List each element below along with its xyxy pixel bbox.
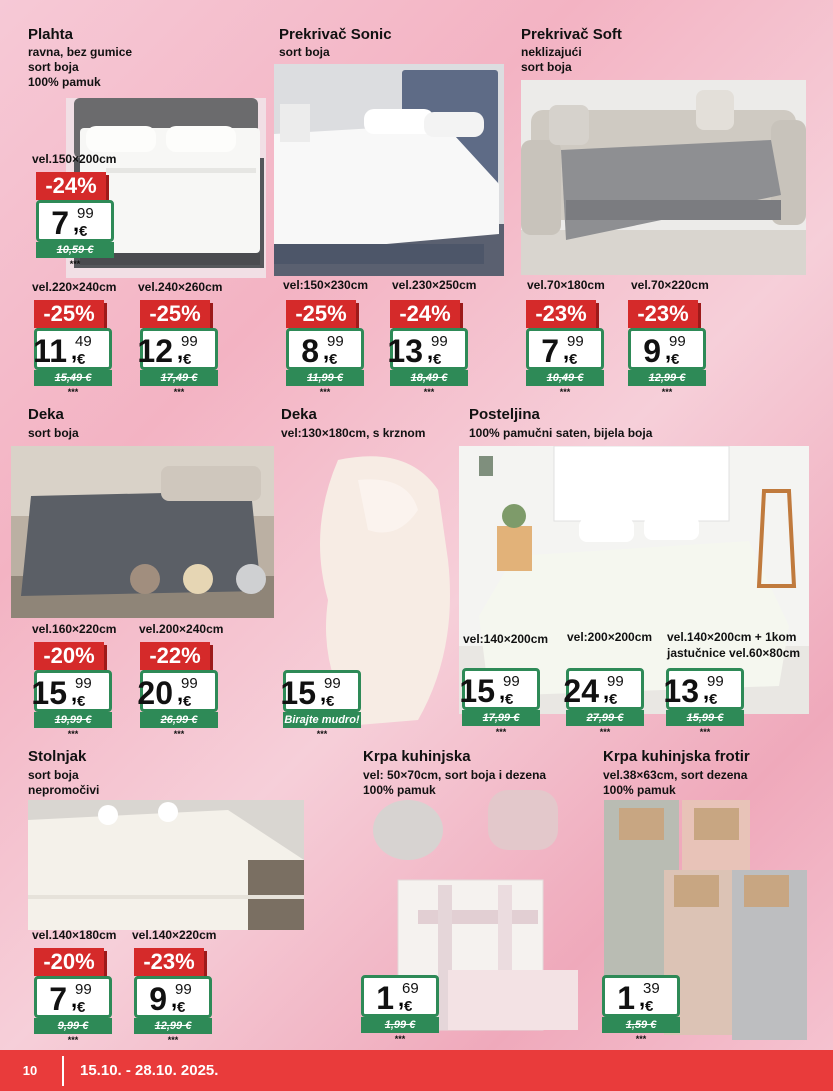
product-title-krpa: Krpa kuhinjska: [363, 748, 471, 765]
size-label: vel.160×220cm: [32, 622, 117, 636]
currency-symbol: €: [609, 691, 618, 708]
stars: ***: [635, 1034, 647, 1044]
stars: ***: [661, 387, 673, 397]
price-box: 11 49 € ,: [34, 328, 112, 370]
size-label: vel.220×240cm: [32, 280, 117, 294]
price-integer: 15: [280, 675, 316, 711]
size-label: vel:140×200cm: [463, 632, 549, 646]
size-label: jastučnice vel.60×80cm: [667, 646, 801, 660]
size-label: vel.150×200cm: [32, 152, 117, 166]
discount-badge: -23%: [526, 300, 596, 328]
price-cents: 39: [643, 980, 660, 997]
size-label: vel.200×240cm: [139, 622, 224, 636]
price-cents: 99: [324, 675, 341, 692]
price-integer: 20: [137, 675, 173, 711]
stars: ***: [599, 727, 611, 737]
price-cents: 99: [707, 673, 724, 690]
discount-badge: -23%: [628, 300, 698, 328]
product-desc-deka-krzno: vel:130×180cm, s krznom: [281, 426, 426, 440]
stars: ***: [319, 387, 331, 397]
price-cents: 99: [181, 333, 198, 350]
currency-symbol: €: [183, 351, 192, 368]
stars: ***: [699, 727, 711, 737]
price-integer: 7: [541, 333, 559, 369]
price-box: 1 39 € ,: [602, 975, 680, 1017]
price-integer: 13: [387, 333, 423, 369]
product-title-stolnjak: Stolnjak: [28, 748, 87, 765]
price-integer: 7: [51, 205, 69, 241]
price-cents: 99: [175, 981, 192, 998]
product-title-frotir: Krpa kuhinjska frotir: [603, 748, 750, 765]
product-title-plahta: Plahta: [28, 26, 74, 43]
product-title-deka: Deka: [28, 406, 64, 423]
price-box: 9 99 € ,: [628, 328, 706, 370]
product-desc-deka: sort boja: [28, 426, 79, 440]
old-price: 9,99 €: [34, 1018, 112, 1034]
old-price: 1,59 €: [602, 1017, 680, 1033]
price-cents: 99: [75, 675, 92, 692]
stars: ***: [173, 729, 185, 739]
product-title-posteljina: Posteljina: [469, 406, 540, 423]
price-cents: 99: [567, 333, 584, 350]
price-integer: 1: [376, 980, 394, 1016]
stars: ***: [173, 387, 185, 397]
stars: ***: [167, 1035, 179, 1045]
discount-badge: -20%: [34, 642, 104, 670]
old-price: 1,99 €: [361, 1017, 439, 1033]
price-box: 24 99 € ,: [566, 668, 644, 710]
price-box: 7 99 € ,: [34, 976, 112, 1018]
price-integer: 8: [301, 333, 319, 369]
slogan: Birajte mudro!: [284, 714, 360, 726]
currency-symbol: €: [709, 691, 718, 708]
price-integer: 13: [663, 673, 699, 709]
old-price: 19,99 €: [34, 712, 112, 728]
currency-symbol: €: [79, 223, 88, 240]
currency-symbol: €: [77, 693, 86, 710]
product-title-deka-krzno: Deka: [281, 406, 317, 423]
price-cents: 99: [77, 205, 94, 222]
currency-symbol: €: [177, 999, 186, 1016]
old-price: 10,59 €: [36, 242, 114, 258]
old-price: 17,99 €: [462, 710, 540, 726]
currency-symbol: €: [645, 998, 654, 1015]
product-title-sonic: Prekrivač Sonic: [279, 26, 392, 43]
stars: ***: [423, 387, 435, 397]
price-integer: 1: [617, 980, 635, 1016]
price-integer: 12: [137, 333, 173, 369]
product-desc-posteljina: 100% pamučni saten, bijela boja: [469, 426, 653, 440]
old-price: 12,99 €: [628, 370, 706, 386]
price-box: 7 99 € ,: [36, 200, 114, 242]
page-number: 10: [22, 1063, 38, 1078]
discount-badge: -24%: [36, 172, 106, 200]
discount-badge: -23%: [134, 948, 204, 976]
old-price: 15,99 €: [666, 710, 744, 726]
price-cents: 99: [669, 333, 686, 350]
price-cents: 99: [181, 675, 198, 692]
currency-symbol: €: [404, 998, 413, 1015]
price-box: 8 99 € ,: [286, 328, 364, 370]
old-price: 17,49 €: [140, 370, 218, 386]
currency-symbol: €: [329, 351, 338, 368]
stolnjak-photo: [28, 800, 304, 930]
discount-badge: -25%: [286, 300, 356, 328]
product-desc-sonic: sort boja: [279, 45, 330, 59]
old-price: 26,99 €: [140, 712, 218, 728]
size-label: vel.140×180cm: [32, 928, 117, 942]
price-integer: 7: [49, 981, 67, 1017]
product-desc-plahta: ravna, bez gumice sort boja 100% pamuk: [28, 45, 133, 89]
currency-symbol: €: [77, 351, 86, 368]
old-price: 10,49 €: [526, 370, 604, 386]
old-price: 27,99 €: [566, 710, 644, 726]
price-integer: 24: [563, 673, 599, 709]
price-cents: 99: [503, 673, 520, 690]
price-box: 12 99 € ,: [140, 328, 218, 370]
price-box: 13 99 € ,: [666, 668, 744, 710]
price-box: 13 99 € ,: [390, 328, 468, 370]
size-label: vel:150×230cm: [283, 278, 369, 292]
stars: ***: [67, 387, 79, 397]
footer-divider: [62, 1056, 64, 1086]
discount-badge: -24%: [390, 300, 460, 328]
old-price: 15,49 €: [34, 370, 112, 386]
currency-symbol: €: [671, 351, 680, 368]
stars: ***: [316, 729, 328, 739]
product-desc-stolnjak: sort boja nepromočivi: [28, 768, 100, 797]
currency-symbol: €: [183, 693, 192, 710]
stars: ***: [495, 727, 507, 737]
price-integer: 15: [459, 673, 495, 709]
price-cents: 99: [75, 981, 92, 998]
stars: ***: [67, 1035, 79, 1045]
old-price: 18,49 €: [390, 370, 468, 386]
price-integer: 11: [33, 333, 67, 369]
product-desc-soft: neklizajući sort boja: [521, 45, 582, 74]
product-desc-krpa: vel: 50×70cm, sort boja i dezena 100% pamuk: [363, 768, 547, 797]
deka-photo: [11, 446, 274, 618]
price-box: 1 69 € ,: [361, 975, 439, 1017]
stars: ***: [559, 387, 571, 397]
price-integer: 9: [149, 981, 167, 1017]
price-cents: 99: [431, 333, 448, 350]
price-cents: 69: [402, 980, 419, 997]
size-label: vel.230×250cm: [392, 278, 477, 292]
product-desc-frotir: vel.38×63cm, sort dezena 100% pamuk: [603, 768, 748, 797]
currency-symbol: €: [433, 351, 442, 368]
currency-symbol: €: [326, 693, 335, 710]
old-price: 12,99 €: [134, 1018, 212, 1034]
price-box: 20 99 € ,: [140, 670, 218, 712]
soft-photo: [521, 80, 806, 275]
stars: ***: [67, 729, 79, 739]
price-cents: 99: [607, 673, 624, 690]
price-box: 15 99 € ,: [34, 670, 112, 712]
size-label: vel.240×260cm: [138, 280, 223, 294]
size-label: vel.140×200cm + 1kom: [667, 630, 797, 644]
size-label: vel:200×200cm: [567, 630, 653, 644]
price-box: 7 99 € ,: [526, 328, 604, 370]
sonic-photo: [274, 64, 504, 276]
stars: ***: [69, 259, 81, 269]
discount-badge: -20%: [34, 948, 104, 976]
discount-badge: -25%: [34, 300, 104, 328]
price-cents: 99: [327, 333, 344, 350]
currency-symbol: €: [77, 999, 86, 1016]
currency-symbol: €: [505, 691, 514, 708]
price-integer: 15: [31, 675, 67, 711]
price-integer: 9: [643, 333, 661, 369]
stars: ***: [394, 1034, 406, 1044]
discount-badge: -22%: [140, 642, 210, 670]
currency-symbol: €: [569, 351, 578, 368]
validity-dates: 15.10. - 28.10. 2025.: [80, 1062, 219, 1079]
size-label: vel.140×220cm: [132, 928, 217, 942]
product-title-soft: Prekrivač Soft: [521, 26, 622, 43]
size-label: vel.70×180cm: [527, 278, 605, 292]
price-box: 9 99 € ,: [134, 976, 212, 1018]
price-box: 15 99 € ,: [462, 668, 540, 710]
price-box: 15 99 € ,: [283, 670, 361, 712]
discount-badge: -25%: [140, 300, 210, 328]
price-cents: 49: [75, 333, 92, 350]
old-price: 11,99 €: [286, 370, 364, 386]
size-label: vel.70×220cm: [631, 278, 709, 292]
